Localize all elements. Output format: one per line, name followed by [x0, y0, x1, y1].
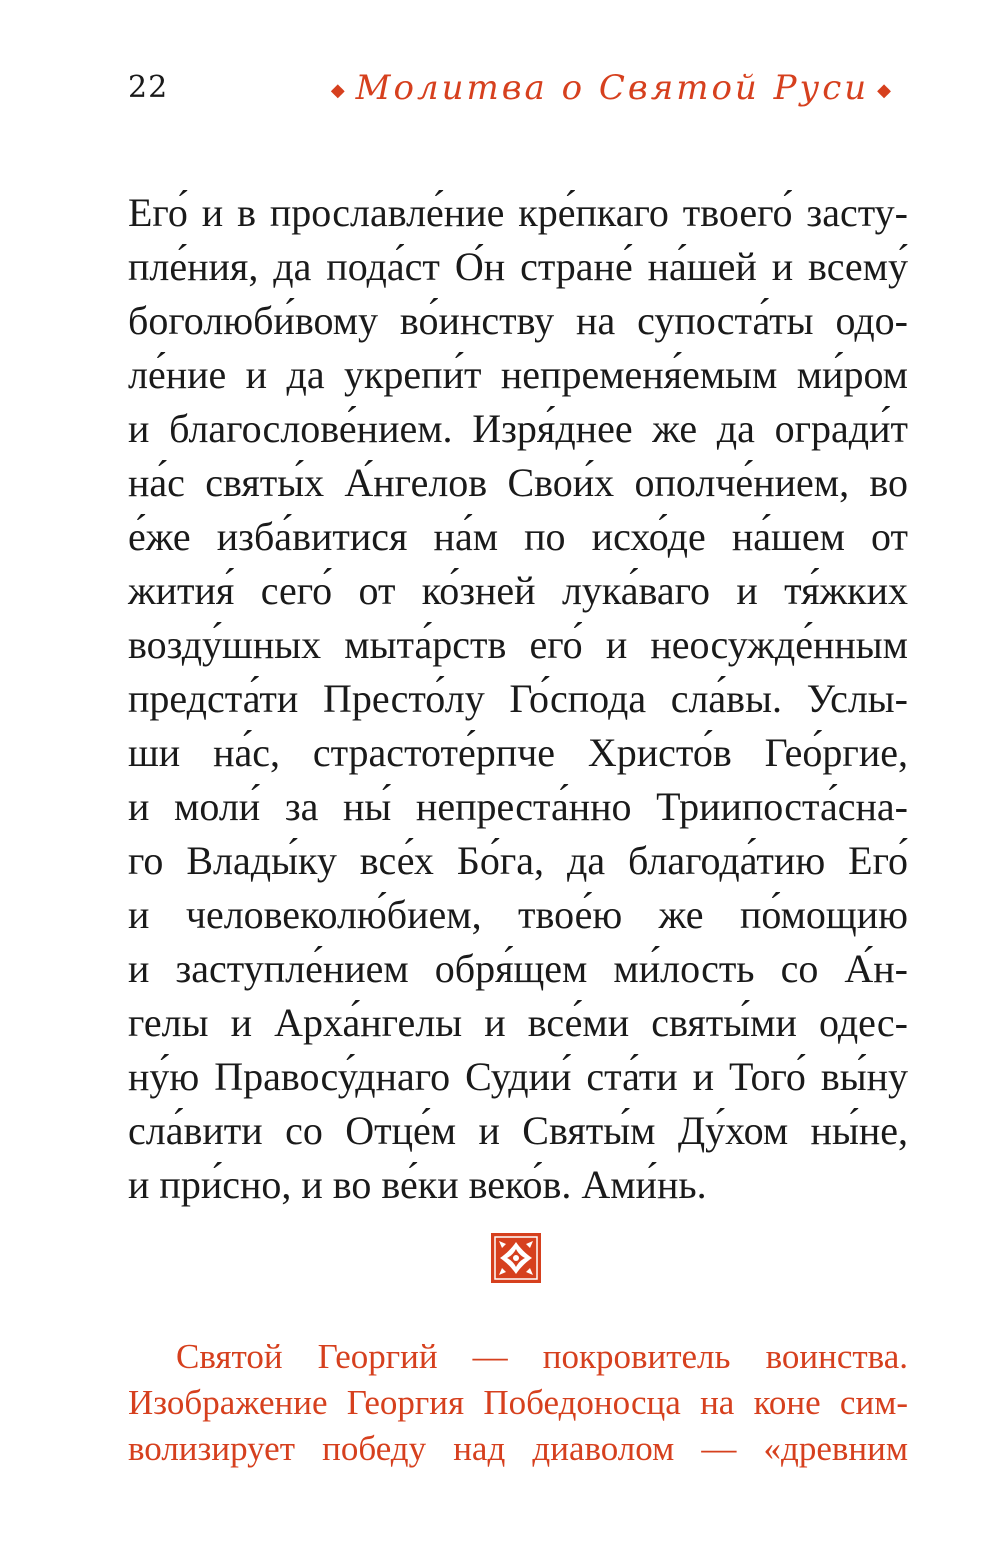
prayer-line: и благослове́нием. Изря́днее же да огради́т: [128, 406, 908, 451]
prayer-line: возду́шных мыта́рств его́ и неосужде́нным: [128, 622, 908, 667]
diamond-bullet-icon: ◆: [330, 79, 348, 101]
prayer-line: Его́ и в прославле́ние кре́пкаго твоего́ засту-: [128, 190, 908, 235]
prayer-line: и моли́ за ны́ непреста́нно Триипоста́сна-: [128, 784, 908, 829]
prayer-line: ши на́с, страстоте́рпче Христо́в Гео́ргие,: [128, 730, 908, 775]
note-line: Изображение Георгия Победоносца на коне сим-: [128, 1383, 908, 1422]
note-line: Святой Георгий — покровитель воинства.: [176, 1337, 908, 1376]
prayer-line: го Влады́ку все́х Бо́га, да благода́тию Его́: [128, 838, 908, 883]
commentary-note: [128, 1334, 908, 1472]
prayer-line: пле́ния, да пода́ст О́н стране́ на́шей и всему́: [128, 244, 908, 289]
running-title-text: Молитва о Святой Руси: [355, 68, 870, 108]
prayer-line: и заступле́нием обря́щем ми́лость со А́н-: [128, 946, 908, 991]
prayer-line: на́с святы́х А́нгелов Свои́х ополче́нием, во: [128, 460, 908, 505]
prayer-line: и при́сно, и во ве́ки веко́в. Ами́нь.: [128, 1162, 707, 1207]
prayer-line: сла́вити со Отце́м и Святы́м Ду́хом ны́не,: [128, 1108, 908, 1153]
diamond-bullet-icon: ◆: [877, 79, 894, 101]
prayer-text: [128, 186, 908, 1212]
running-title: [323, 68, 902, 108]
prayer-line: и человеколю́бием, твое́ю же по́мощию: [128, 892, 908, 937]
prayer-line: жития́ сего́ от ко́зней лука́ваго и тя́жких: [128, 568, 908, 613]
note-line: волизирует победу над диаволом — «древним: [128, 1429, 908, 1468]
prayer-line: боголюби́вому во́инству на супоста́ты одо-: [128, 298, 908, 343]
cross-flower-ornament-icon: [490, 1232, 542, 1284]
prayer-line: гелы и Арха́нгелы и все́ми святы́ми одес-: [128, 1000, 908, 1045]
prayer-line: ну́ю Правосу́днаго Судии́ ста́ти и Того́ вы́ну: [128, 1054, 908, 1099]
prayer-line: ле́ние и да укрепи́т непременя́емым ми́ром: [128, 352, 908, 397]
page-number: 22: [128, 70, 169, 105]
prayer-line: предста́ти Престо́лу Го́спода сла́вы. Услы-: [128, 676, 908, 721]
prayer-line: е́же изба́витися на́м по исхо́де на́шем от: [128, 514, 908, 559]
